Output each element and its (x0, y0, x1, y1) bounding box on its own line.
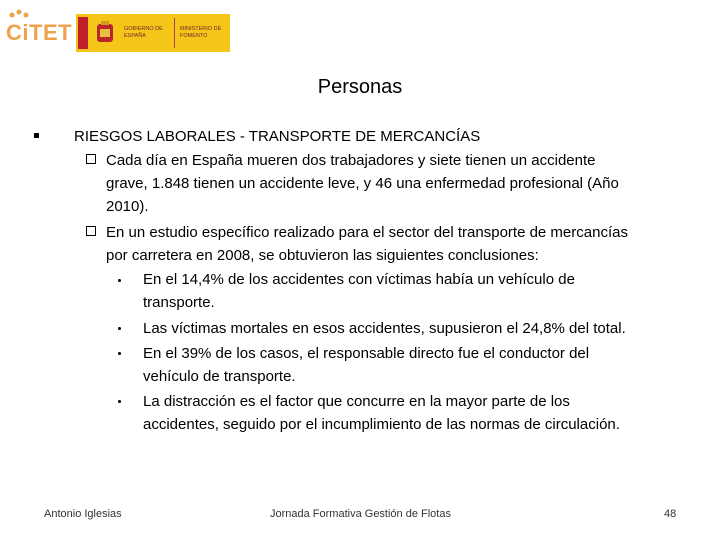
slide-title: Personas (317, 76, 403, 98)
list-item-line: por carretera en 2008, se obtuvieron las siguientes conclusiones: (106, 247, 539, 264)
sub-item-line: En el 14,4% de los accidentes con víctimas había un vehículo de (143, 271, 575, 288)
gov-left-label: GOBIERNO DE ESPAÑA (124, 26, 163, 39)
citet-logo-text: CiTET (6, 20, 73, 45)
sub-item-line: En el 39% de los casos, el responsable directo fue el conductor del (143, 345, 590, 362)
list-item-line: Cada día en España mueren dos trabajadores y siete tienen un accidente (106, 152, 596, 169)
sub-item-line: Las víctimas mortales en esos accidentes, supusieron el 24,8% del total. (143, 320, 626, 337)
dot-bullet-icon (118, 279, 121, 282)
checkbox-bullet-icon (86, 226, 96, 236)
sub-item-line: accidentes, seguido por el incumplimiento de las normas de circulación. (143, 416, 620, 433)
coat-of-arms-icon (94, 20, 116, 46)
citet-logo (6, 6, 73, 56)
footer-page-number: 48 (664, 508, 677, 520)
gov-divider (174, 18, 175, 48)
government-logo-banner (76, 14, 230, 52)
section-heading: RIESGOS LABORALES - TRANSPORTE DE MERCANCÍAS (74, 128, 481, 145)
list-item-line: En un estudio específico realizado para el sector del transporte de mercancías (106, 224, 628, 241)
footer-author: Antonio Iglesias (44, 508, 122, 520)
dot-bullet-icon (118, 400, 121, 403)
list-item-line: 2010). (106, 198, 149, 215)
flag-stripe (78, 17, 88, 49)
dot-bullet-icon (118, 352, 121, 355)
square-bullet-icon (34, 133, 39, 138)
sub-item-line: La distracción es el factor que concurre en la mayor parte de los (143, 393, 570, 410)
gov-right-label: MINISTERIO DE FOMENTO (180, 26, 222, 39)
footer-event: Jornada Formativa Gestión de Flotas (270, 508, 451, 520)
list-item-line: grave, 1.848 tienen un accidente leve, y 46 una enfermedad profesional (Año (106, 175, 619, 192)
checkbox-bullet-icon (86, 154, 96, 164)
dot-bullet-icon (118, 327, 121, 330)
sub-item-line: transporte. (143, 294, 215, 311)
sub-item-line: vehículo de transporte. (143, 368, 296, 385)
